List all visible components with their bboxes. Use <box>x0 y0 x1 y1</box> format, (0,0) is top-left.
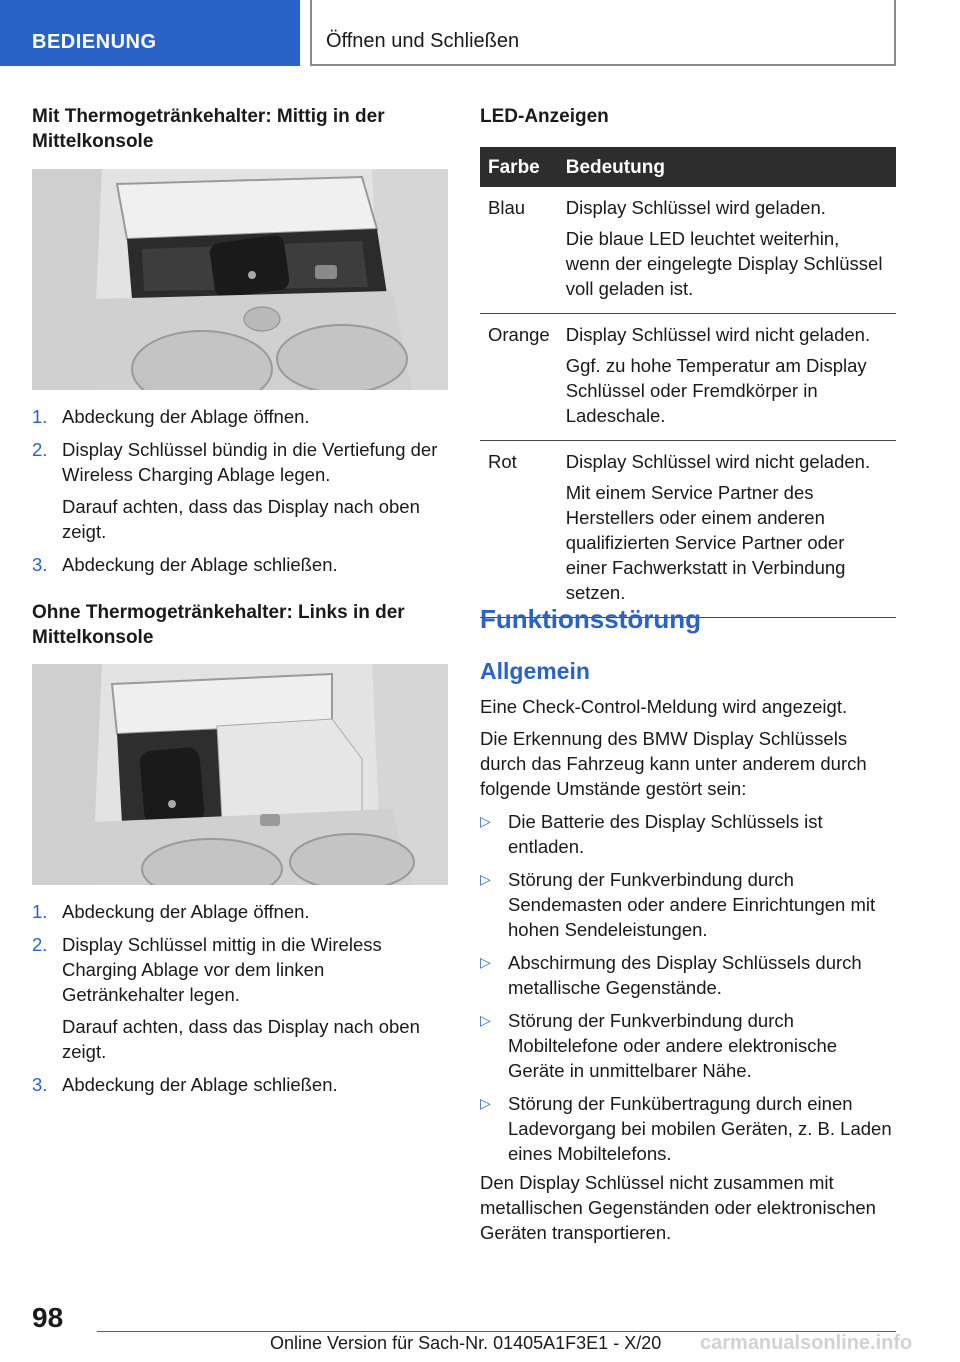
list-item-text: Störung der Funkverbindung durch Sendemasten oder andere Einrichtungen mit hohen Sendeleistungen. <box>508 869 876 940</box>
led-title: LED-Anzeigen <box>480 106 609 127</box>
step-item <box>32 404 448 429</box>
step-number: 1. <box>32 901 48 922</box>
subsection-heading: Allgemein <box>480 658 590 684</box>
list-item <box>480 950 896 1000</box>
list-item-text: Abschirmung des Display Schlüssels durch metallische Gegenstände. <box>508 952 862 998</box>
list-item-text: Störung der Funkübertragung durch einen Ladevorgang bei mobilen Geräten, z. B. Laden eines Mobiltelefons. <box>508 1093 892 1164</box>
paragraph-detection: Die Erkennung des BMW Display Schlüssels durch das Fahrzeug kann unter anderem durch folgende Umstände gestört sein: <box>480 728 867 799</box>
cell-meaning <box>558 187 896 314</box>
photo-left-tray <box>32 664 448 885</box>
meaning-main: Display Schlüssel wird nicht geladen. <box>565 324 871 345</box>
page-number: 98 <box>32 1302 64 1333</box>
triangle-bullet-icon: ▷ <box>480 1012 491 1028</box>
section-label: BEDIENUNG <box>0 0 300 66</box>
section-heading: Funktionsstörung <box>480 604 701 634</box>
step-number: 2. <box>32 439 48 460</box>
table-row <box>480 187 896 314</box>
topic-title: Öffnen und Schließen <box>312 0 896 66</box>
cell-meaning <box>558 441 896 618</box>
meaning-main: Display Schlüssel wird nicht geladen. <box>565 451 871 472</box>
triangle-bullet-icon: ▷ <box>480 1095 491 1111</box>
meaning-detail: Die blaue LED leuchtet weiterhin, wenn der eingelegte Display Schlüssel voll geladen ist. <box>565 228 883 299</box>
watermark: carmanualsonline.info <box>700 1332 913 1354</box>
triangle-bullet-icon: ▷ <box>480 871 491 887</box>
cell-meaning <box>558 314 896 441</box>
list-item <box>480 867 896 942</box>
footer-online-version: Online Version für Sach-Nr. 01405A1F3E1 - X/20 <box>270 1333 662 1353</box>
step-text: Display Schlüssel bündig in die Vertiefung der Wireless Charging Ablage legen. <box>62 439 438 485</box>
meaning-detail: Ggf. zu hohe Temperatur am Display Schlüssel oder Fremdkörper in Ladeschale. <box>565 355 867 426</box>
list-item-text: Störung der Funkverbindung durch Mobiltelefone oder andere elektronische Geräte in unmittelbarer Nähe. <box>508 1010 838 1081</box>
steps-left <box>32 899 448 1105</box>
meaning-main: Display Schlüssel wird geladen. <box>565 197 826 218</box>
step-text: Abdeckung der Ablage schließen. <box>62 1074 338 1095</box>
column-header-meaning: Bedeutung <box>558 147 896 187</box>
table-row <box>480 314 896 441</box>
step-item <box>32 437 448 544</box>
step-note: Darauf achten, dass das Display nach oben zeigt. <box>62 496 420 542</box>
step-text: Abdeckung der Ablage öffnen. <box>62 901 310 922</box>
step-item <box>32 932 448 1064</box>
step-item <box>32 1072 448 1097</box>
list-item-text: Die Batterie des Display Schlüssels ist entladen. <box>508 811 823 857</box>
page-header <box>0 0 960 66</box>
cell-color: Orange <box>480 314 558 441</box>
steps-center <box>32 404 448 585</box>
step-number: 2. <box>32 934 48 955</box>
subheading-left-console: Ohne Thermogetränkehalter: Links in der Mittelkonsole <box>32 602 405 648</box>
table-header-row <box>480 147 896 187</box>
paragraph-transport: Den Display Schlüssel nicht zusammen mit metallischen Gegenständen oder elektronischen Geräten transportieren. <box>480 1172 876 1243</box>
step-text: Abdeckung der Ablage schließen. <box>62 554 338 575</box>
triangle-bullet-icon: ▷ <box>480 954 491 970</box>
step-number: 3. <box>32 554 48 575</box>
step-text: Abdeckung der Ablage öffnen. <box>62 406 310 427</box>
subheading-center-console: Mit Thermogetränkehalter: Mittig in der Mittelkonsole <box>32 106 385 152</box>
list-item <box>480 1091 896 1166</box>
step-number: 3. <box>32 1074 48 1095</box>
led-table <box>480 147 896 618</box>
step-text: Display Schlüssel mittig in die Wireless Charging Ablage vor dem linken Getränkehalter legen. <box>62 934 382 1005</box>
step-number: 1. <box>32 406 48 427</box>
list-item <box>480 1008 896 1083</box>
paragraph-check-control: Eine Check-Control-Meldung wird angezeigt. <box>480 696 848 717</box>
step-item <box>32 899 448 924</box>
list-item <box>480 809 896 859</box>
disturbance-list <box>480 809 896 1174</box>
column-header-color: Farbe <box>480 147 558 187</box>
triangle-bullet-icon: ▷ <box>480 813 491 829</box>
table-row <box>480 441 896 618</box>
step-note: Darauf achten, dass das Display nach oben zeigt. <box>62 1016 420 1062</box>
step-item <box>32 552 448 577</box>
cell-color: Blau <box>480 187 558 314</box>
photo-center-tray <box>32 169 448 390</box>
meaning-detail: Mit einem Service Partner des Herstellers oder einem anderen qualifizierten Service Partner oder einer Fachwerkstatt in Verbindung setzen. <box>565 482 846 603</box>
cell-color: Rot <box>480 441 558 618</box>
